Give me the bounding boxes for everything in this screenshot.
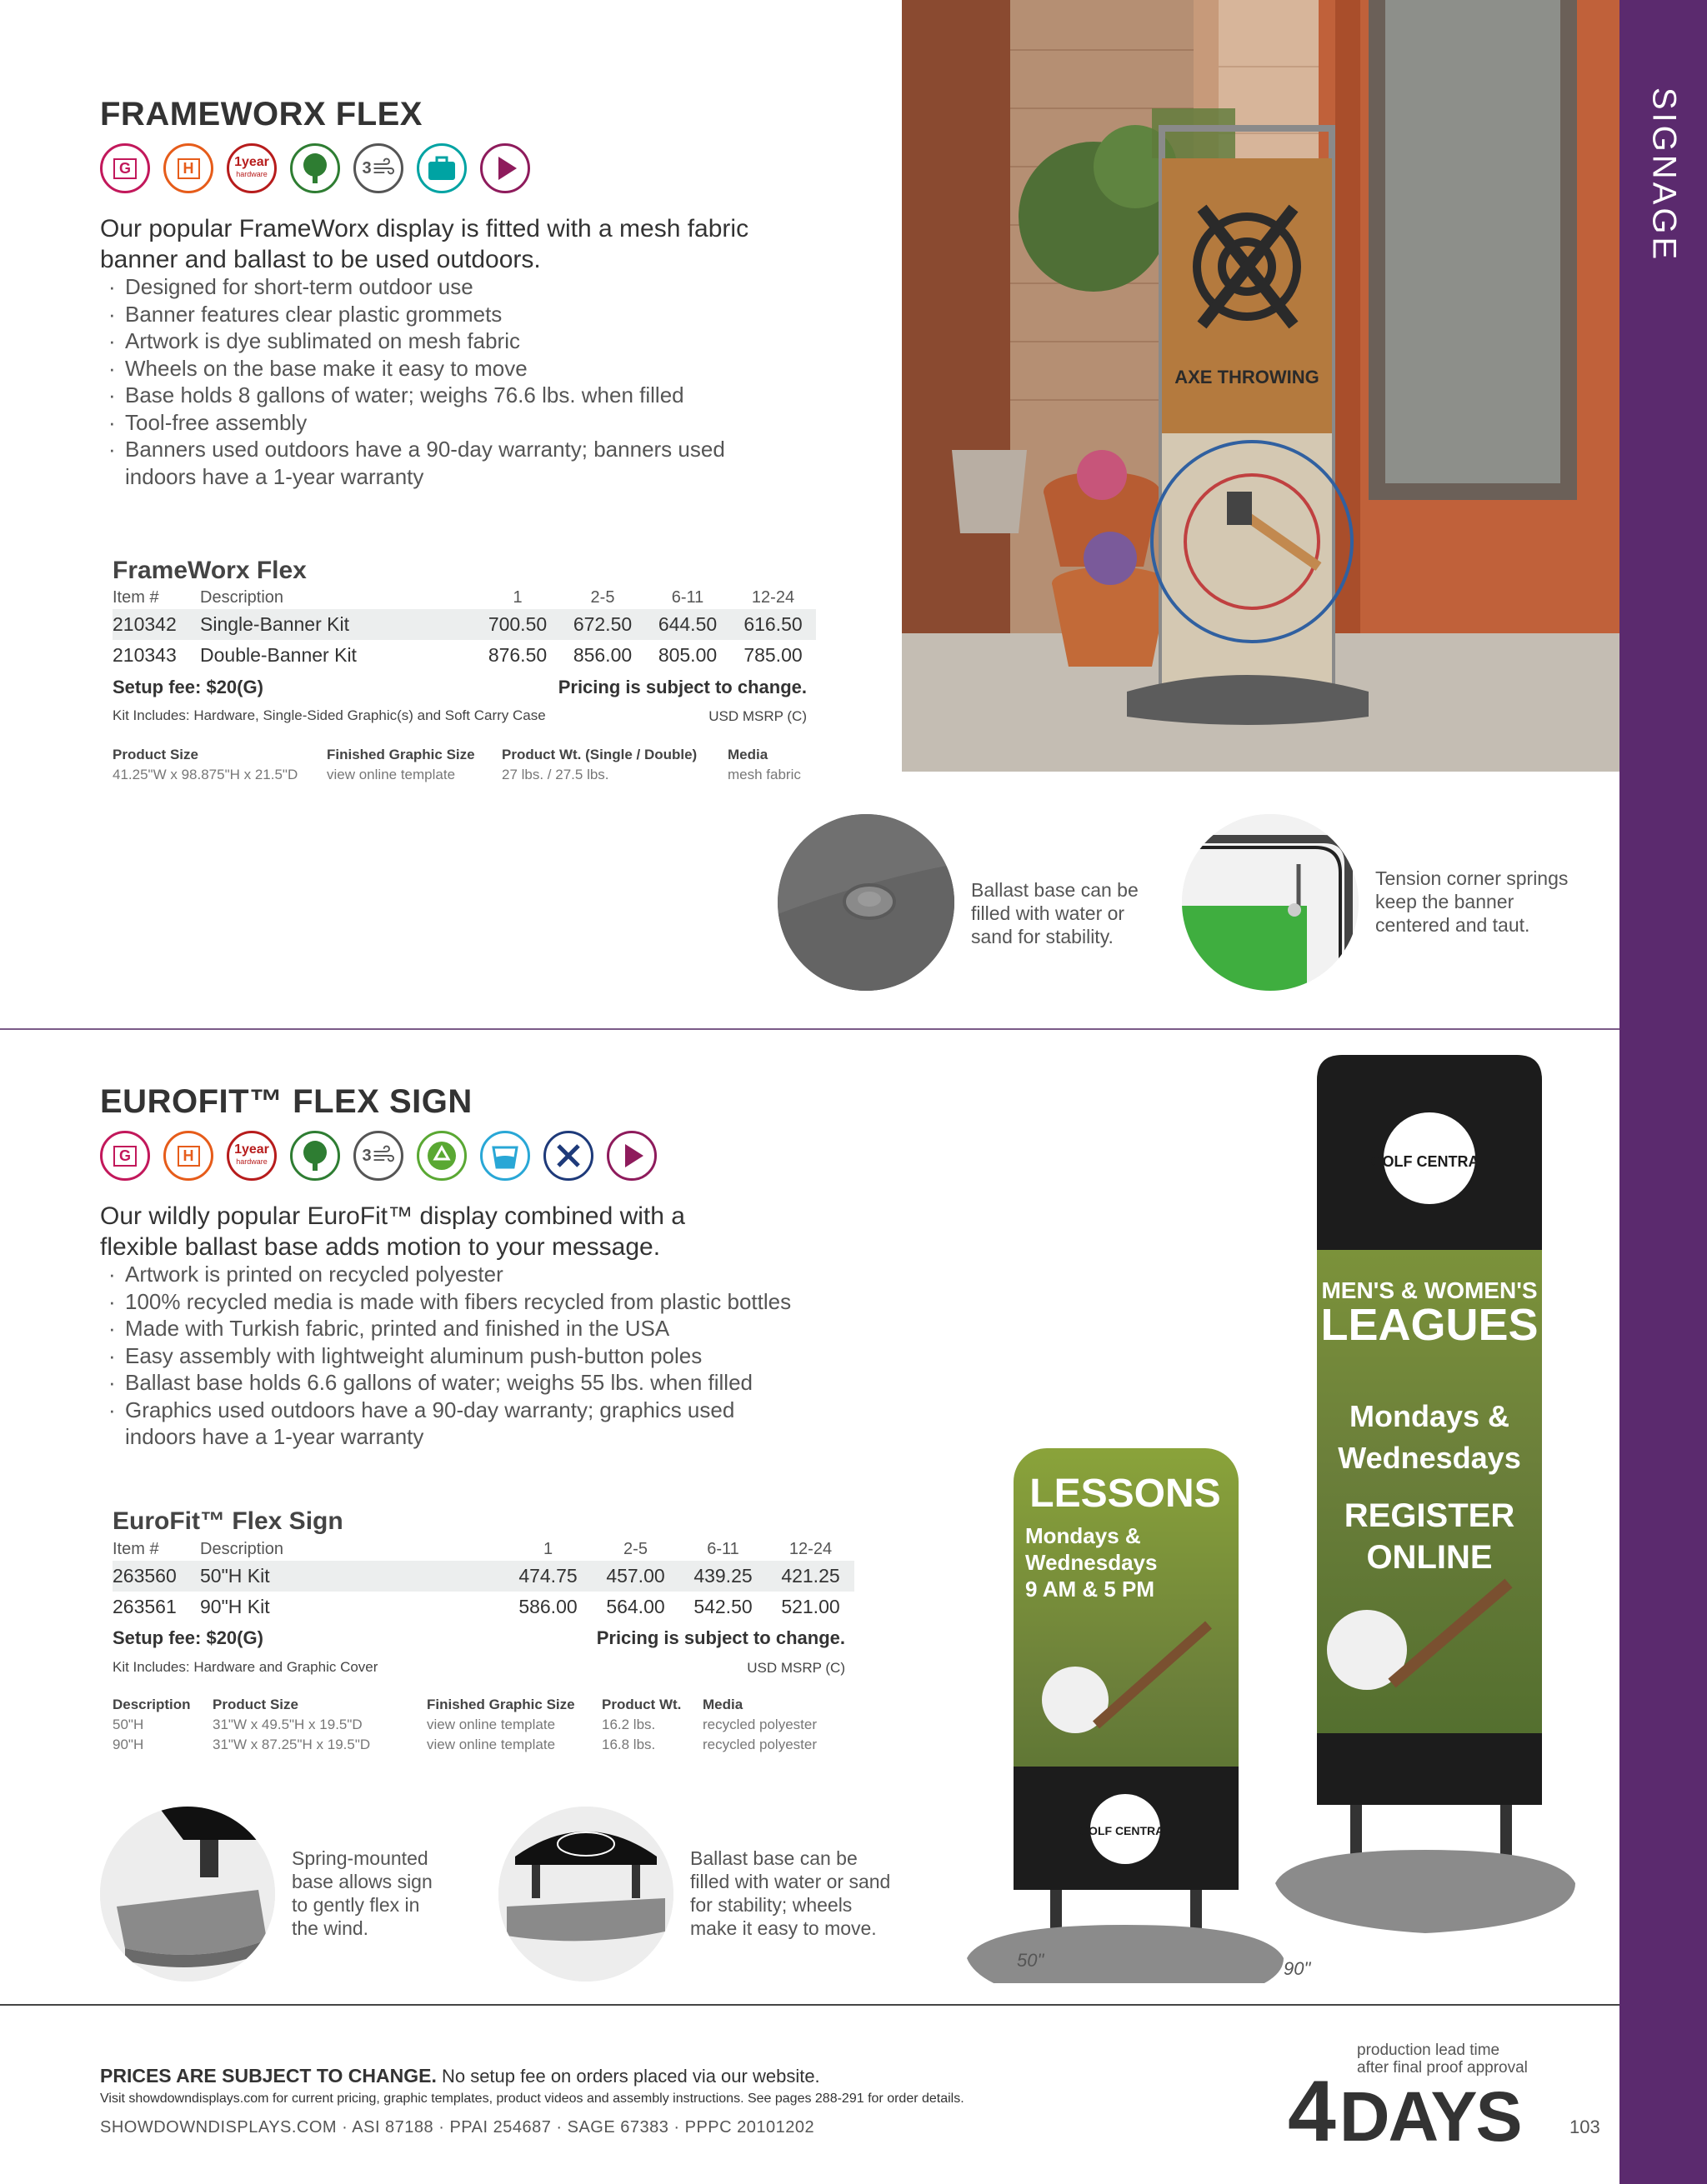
section1-callout-2: Tension corner springs keep the banner centered and taut.	[1375, 867, 1569, 936]
sign-large-line3: Wednesdays	[1338, 1441, 1521, 1475]
tree-icon	[290, 143, 340, 193]
section-divider	[0, 1028, 1619, 1030]
sign-small-headline: LESSONS	[1029, 1472, 1221, 1516]
tools-icon	[543, 1131, 593, 1181]
video-play-icon[interactable]	[480, 143, 530, 193]
section1-lead: Our popular FrameWorx display is fitted with a mesh fabric banner and ballast to be used outdoors.	[100, 215, 749, 273]
four-days-badge: 4DAYS	[1288, 2063, 1521, 2160]
list-item: · Graphics used outdoors have a 90-day warranty; graphics used indoors have a 1-year warranty	[108, 1397, 792, 1451]
section1-setup-fee: Setup fee: $20(G)	[113, 677, 263, 697]
g-service-icon: G	[100, 1131, 150, 1181]
list-item: · Designed for short-term outdoor use	[108, 273, 792, 301]
col-header: Description	[200, 588, 284, 607]
section2-currency: USD MSRP (C)	[747, 1660, 845, 1676]
sign-small-brand: GOLF CENTRAL	[1079, 1824, 1171, 1837]
sign-large-line2: Mondays &	[1349, 1399, 1510, 1433]
section1-pricing-note: Pricing is subject to change.	[558, 677, 807, 697]
section2-icon-row	[100, 1131, 657, 1181]
ballast-wheels-detail-image	[498, 1807, 673, 1982]
section2-lead: Our wildly popular EuroFit™ display combined with a flexible ballast base adds motion to your message.	[100, 1202, 685, 1261]
spring-mount-detail-image	[100, 1807, 275, 1982]
table-row: 210343 Double-Banner Kit 876.50 856.00 805.00 785.00	[113, 644, 803, 666]
sign-small-size-label: 50"	[1017, 1950, 1044, 1971]
eurofit-product-photo	[959, 1050, 1592, 1983]
list-item: · Tool-free assembly	[108, 409, 792, 437]
col-header: Item #	[113, 1540, 159, 1558]
tree-icon	[290, 1131, 340, 1181]
water-bucket-icon	[480, 1131, 530, 1181]
footer-prices-note: PRICES ARE SUBJECT TO CHANGE. No setup fee on orders placed via our website.	[100, 2065, 820, 2087]
col-header: Item #	[113, 588, 159, 607]
wind-rating-icon: 3	[353, 1131, 403, 1181]
h-service-icon: H	[163, 143, 213, 193]
section1-spec-weight: Product Wt. (Single / Double) 27 lbs. / 27.5 lbs.	[502, 747, 698, 782]
1-year-hardware-icon: 1year hardware	[227, 143, 277, 193]
section2-bullets	[108, 1261, 792, 1451]
sign-large-size-label: 90"	[1284, 1958, 1311, 1979]
section2-title: EUROFIT™ FLEX SIGN	[100, 1083, 473, 1120]
section2-spec-weight: Product Wt. 16.2 lbs. 16.8 lbs.	[602, 1697, 682, 1752]
g-service-icon: G	[100, 143, 150, 193]
table-row: 210342 Single-Banner Kit 700.50 672.50 644.50 616.50	[113, 609, 816, 640]
col-header: 12-24	[788, 1540, 833, 1558]
section2-callout-1: Spring-mounted base allows sign to gently flex in the wind.	[292, 1847, 433, 1939]
col-header: 12-24	[751, 588, 795, 607]
video-play-icon[interactable]	[607, 1131, 657, 1181]
sign-large-brand: GOLF CENTRAL	[1370, 1153, 1489, 1170]
table-row: 263561 90"H Kit 586.00 564.00 542.50 521.00	[113, 1596, 840, 1617]
sign-large-line4: REGISTER	[1344, 1497, 1515, 1534]
section1-title: FRAMEWORX FLEX	[100, 96, 423, 132]
list-item: · Banner features clear plastic grommets	[108, 301, 792, 328]
banner-text: AXE THROWING	[1174, 367, 1319, 387]
ballast-base-detail-image	[778, 814, 954, 991]
col-header: 6-11	[671, 588, 704, 607]
section2-spec-graphic: Finished Graphic Size view online template view online template	[427, 1697, 575, 1752]
list-item: · Wheels on the base make it easy to move	[108, 355, 792, 382]
list-item: · Easy assembly with lightweight aluminum push-button poles	[108, 1342, 792, 1370]
section1-currency: USD MSRP (C)	[708, 708, 807, 724]
sign-large-headline: LEAGUES	[1320, 1300, 1539, 1350]
list-item: · Base holds 8 gallons of water; weighs 76.6 lbs. when filled	[108, 382, 792, 409]
section1-callout-1: Ballast base can be filled with water or sand for stability.	[971, 879, 1139, 947]
section1-table-title: FrameWorx Flex	[113, 557, 307, 584]
list-item: · Artwork is dye sublimated on mesh fabric	[108, 327, 792, 355]
section1-icon-row	[100, 143, 530, 193]
sign-small-line2: Wednesdays	[1025, 1550, 1158, 1575]
col-header: Description	[200, 1540, 284, 1558]
recycle-icon	[417, 1131, 467, 1181]
footer-visit-note: Visit showdowndisplays.com for current pricing, graphic templates, product videos and assembly instructions. See pages 288-291 for order details.	[100, 2092, 964, 2106]
section2-spec-size: Product Size 31"W x 49.5"H x 19.5"D 31"W x 87.25"H x 19.5"D	[213, 1697, 371, 1752]
footer-divider	[0, 2004, 1619, 2006]
section2-setup-fee: Setup fee: $20(G)	[113, 1627, 263, 1648]
section2-table-title: EuroFit™ Flex Sign	[113, 1507, 343, 1535]
section1-kit-includes: Kit Includes: Hardware, Single-Sided Graphic(s) and Soft Carry Case	[113, 707, 546, 723]
h-service-icon: H	[163, 1131, 213, 1181]
tension-spring-detail-image	[1182, 814, 1359, 991]
sign-large-line1: MEN'S & WOMEN'S	[1321, 1277, 1538, 1303]
col-header: 2-5	[623, 1540, 648, 1558]
section2-callout-2: Ballast base can be filled with water or sand for stability; wheels make it easy to move.	[690, 1847, 891, 1939]
col-header: 6-11	[707, 1540, 739, 1558]
col-header: 1	[513, 588, 523, 607]
section2-spec-description: Description 50"H 90"H	[113, 1697, 191, 1752]
section2-price-table	[113, 1538, 854, 1622]
col-header: 1	[543, 1540, 553, 1558]
list-item: · 100% recycled media is made with fibers recycled from plastic bottles	[108, 1288, 792, 1316]
col-header: 2-5	[590, 588, 615, 607]
wind-rating-icon: 3	[353, 143, 403, 193]
section1-spec-size: Product Size 41.25"W x 98.875"H x 21.5"D	[113, 747, 298, 782]
sign-large-line5: ONLINE	[1366, 1539, 1493, 1576]
list-item: · Ballast base holds 6.6 gallons of water; weighs 55 lbs. when filled	[108, 1369, 792, 1397]
sign-small-line1: Mondays &	[1025, 1523, 1141, 1548]
section1-spec-media: Media mesh fabric	[728, 747, 801, 782]
section2-spec-media: Media recycled polyester recycled polyester	[703, 1697, 818, 1752]
section1-price-table	[113, 587, 816, 671]
list-item: · Made with Turkish fabric, printed and finished in the USA	[108, 1315, 792, 1342]
lead-time-label: production lead time after final proof approval	[1357, 2042, 1528, 2077]
frameworx-product-photo	[902, 0, 1619, 772]
section2-pricing-note: Pricing is subject to change.	[596, 1627, 845, 1648]
carry-bag-icon	[417, 143, 467, 193]
side-tab-bar	[1619, 0, 1707, 2184]
footer-ids: SHOWDOWNDISPLAYS.COM · ASI 87188 · PPAI 254687 · SAGE 67383 · PPPC 20101202	[100, 2118, 815, 2137]
section1-spec-graphic: Finished Graphic Size view online template	[327, 747, 475, 782]
table-row: 263560 50"H Kit 474.75 457.00 439.25 421.25	[113, 1561, 854, 1592]
list-item: · Banners used outdoors have a 90-day warranty; banners used indoors have a 1-year warranty	[108, 436, 792, 490]
1-year-hardware-icon: 1year hardware	[227, 1131, 277, 1181]
page-number: 103	[1569, 2117, 1600, 2137]
list-item: · Artwork is printed on recycled polyester	[108, 1261, 792, 1288]
section2-kit-includes: Kit Includes: Hardware and Graphic Cover	[113, 1659, 378, 1675]
sign-small-line3: 9 AM & 5 PM	[1025, 1577, 1155, 1602]
section1-bullets	[108, 273, 792, 490]
side-tab-label: SIGNAGE	[1645, 87, 1682, 263]
